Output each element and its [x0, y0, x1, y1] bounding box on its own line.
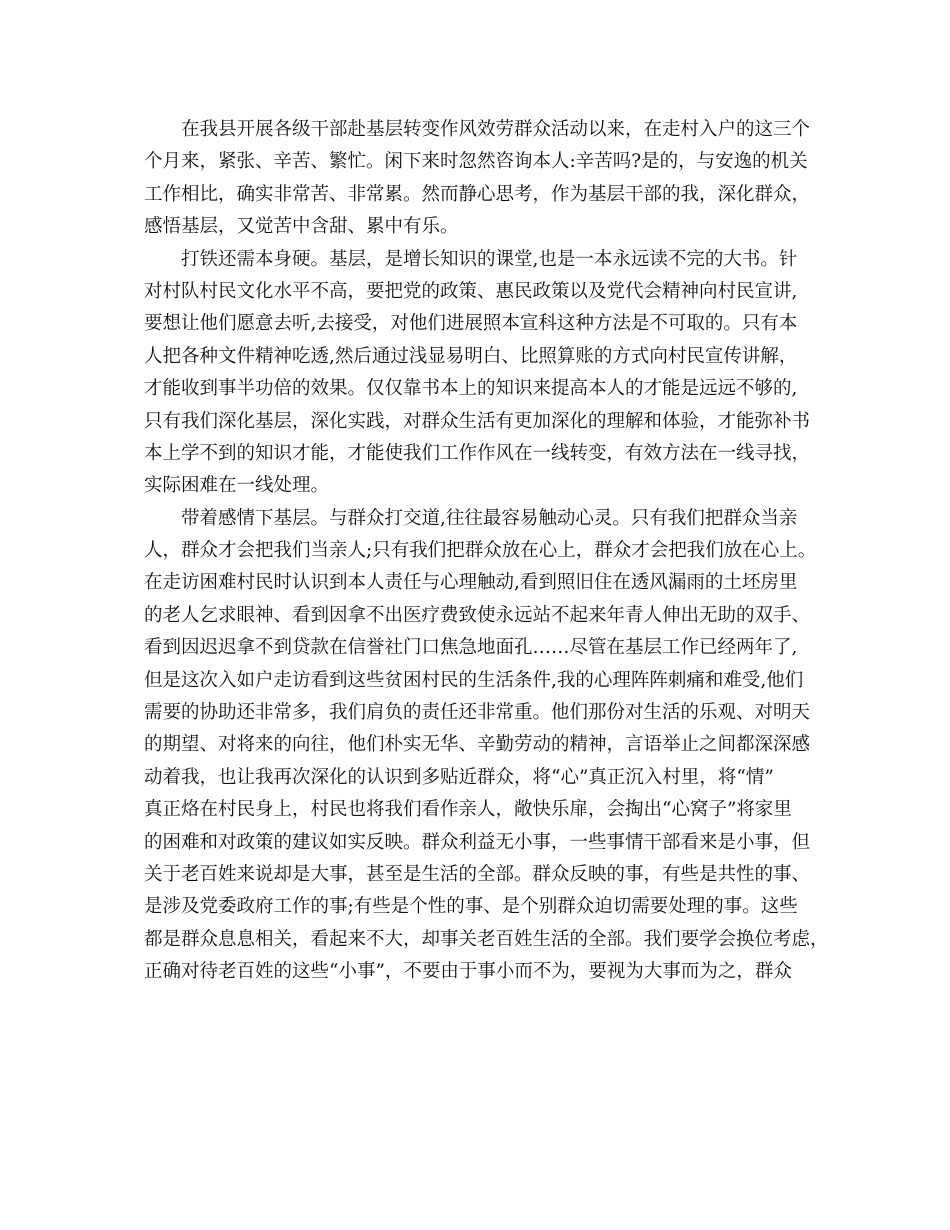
- text-line: 个月来，紧张、辛苦、繁忙。闲下来时忽然咨询本人:辛苦吗?是的，与安逸的机关: [144, 151, 808, 173]
- text-line: 实际困难在一线处理。: [144, 475, 330, 497]
- paragraph-3: [144, 503, 834, 989]
- text-line: 需要的协助还非常多，我们肩负的责任还非常重。他们那份对生活的乐观、对明天: [144, 702, 811, 724]
- text-line: 本上学不到的知识才能，才能使我们工作作风在一线转变，有效方法在一线寻找，: [144, 442, 811, 464]
- text-line: 正确对待老百姓的这些“小事”，不要由于事小而不为，要视为大事而为之，群众: [144, 961, 792, 983]
- text-line: 的老人乞求眼神、看到因拿不出医疗费致使永远站不起来年青人伸出无助的双手、: [144, 604, 811, 626]
- text-line: 要想让他们愿意去听,去接受，对他们进展照本宣科这种方法是不可取的。只有本: [144, 313, 798, 335]
- text-line: 的困难和对政策的建议如实反映。群众利益无小事，一些事情干部看来是小事，但: [144, 831, 811, 853]
- text-line: 真正烙在村民身上，村民也将我们看作亲人，敞快乐扉，会掏出“心窝子”将家里: [144, 799, 792, 821]
- text-line: 动着我，也让我再次深化的认识到多贴近群众，将“心”真正沉入村里，将“情”: [144, 766, 774, 788]
- text-line: 但是这次入如户走访看到这些贫困村民的生活条件,我的心理阵阵刺痛和难受,他们: [144, 669, 804, 691]
- text-line: 的期望、对将来的向往，他们朴实无华、辛勤劳动的精神，言语举止之间都深深感: [144, 734, 811, 756]
- text-line: 工作相比，确实非常苦、非常累。然而静心思考，作为基层干部的我，深化群众，: [144, 183, 811, 205]
- text-line: 对村队村民文化水平不高，要把党的政策、惠民政策以及党代会精神向村民宣讲,: [144, 280, 798, 302]
- text-line: 打铁还需本身硬。基层，是增长知识的课堂,也是一本永远读不完的大书。针: [181, 248, 798, 270]
- text-line: 人把各种文件精神吃透,然后通过浅显易明白、比照算账的方式向村民宣传讲解，: [144, 345, 798, 367]
- text-line: 才能收到事半功倍的效果。仅仅靠书本上的知识来提高本人的才能是远远不够的,: [144, 378, 798, 400]
- text-line: 看到因迟迟拿不到贷款在信誉社门口焦急地面孔……尽管在基层工作已经两年了,: [144, 637, 798, 659]
- paragraph-2: [144, 244, 834, 503]
- text-line: 是涉及党委政府工作的事;有些是个性的事、是个别群众迫切需要处理的事。这些: [144, 896, 798, 918]
- text-line: 带着感情下基层。与群众打交道,往往最容易触动心灵。只有我们把群众当亲: [181, 507, 798, 529]
- text-line: 都是群众息息相关，看起来不大，却事关老百姓生活的全部。我们要学会换位考虑，: [144, 928, 829, 950]
- document-body: [144, 114, 834, 989]
- text-line: 人，群众才会把我们当亲人;只有我们把群众放在心上，群众才会把我们放在心上。: [144, 540, 817, 562]
- text-line: 感悟基层，又觉苦中含甜、累中有乐。: [144, 216, 459, 238]
- text-line: 关于老百姓来说却是大事，甚至是生活的全部。群众反映的事，有些是共性的事、: [144, 863, 811, 885]
- text-line: 在走访困难村民时认识到本人责任与心理触动,看到照旧住在透风漏雨的土坯房里: [144, 572, 798, 594]
- text-line: 只有我们深化基层，深化实践，对群众生活有更加深化的理解和体验，才能弥补书: [144, 410, 811, 432]
- text-line: 在我县开展各级干部赴基层转变作风效劳群众活动以来，在走村入户的这三个: [181, 119, 811, 140]
- paragraph-1: [144, 114, 834, 244]
